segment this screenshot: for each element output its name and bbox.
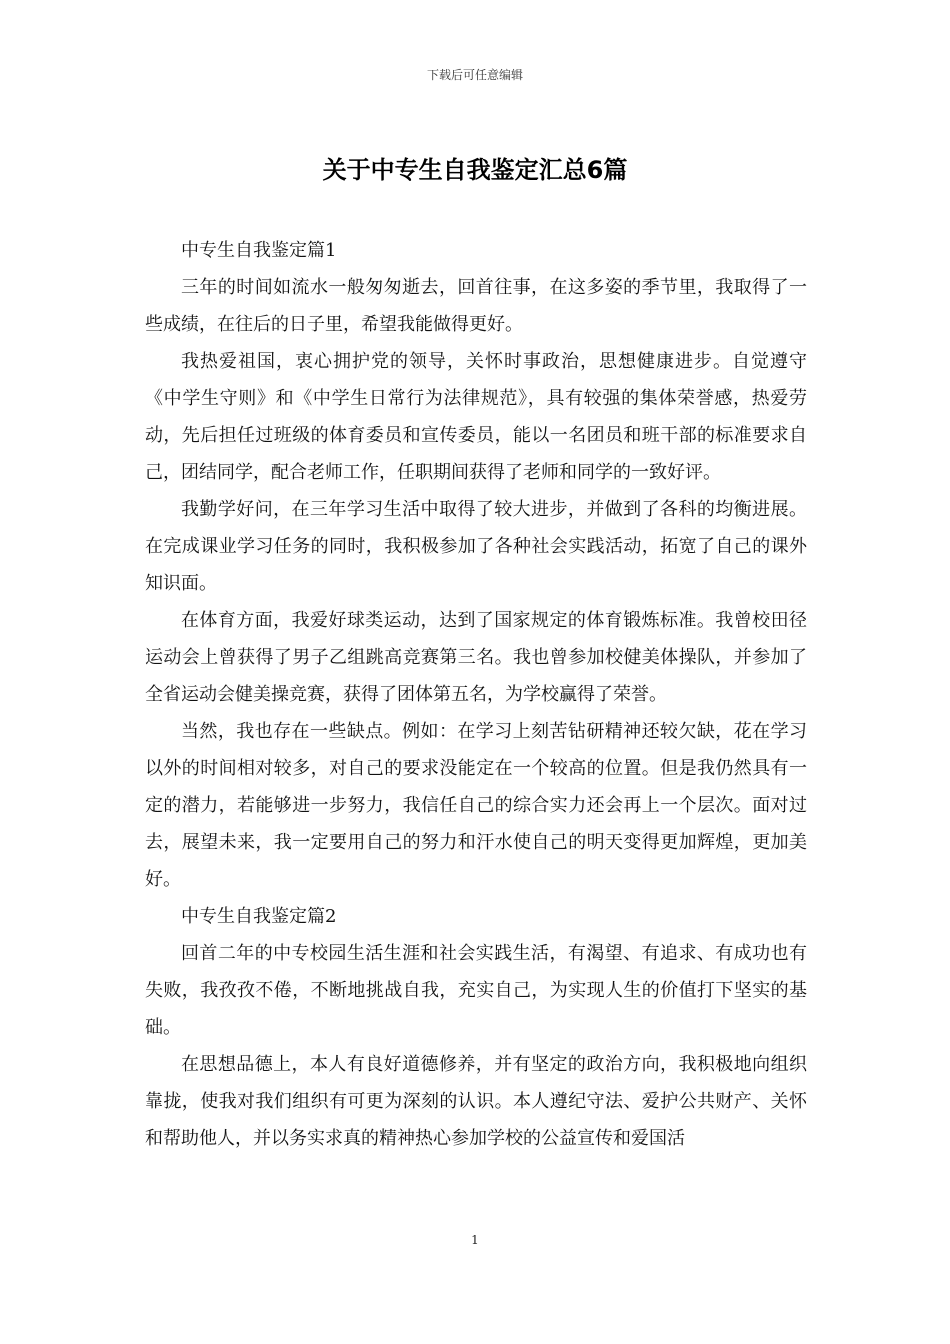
- paragraph: 当然，我也存在一些缺点。例如：在学习上刻苦钻研精神还较欠缺，花在学习以外的时间相对较多，对自己的要求没能定在一个较高的位置。但是我仍然具有一定的潜力，若能够进一步努力，我信任自己的综合实力还会再上一个层次。面对过去，展望未来，我一定要用自己的努力和汗水使自己的明天变得更加辉煌，更加美好。: [145, 721, 807, 890]
- page-header-note: 下载后可任意编辑: [426, 68, 523, 82]
- paragraph: 我勤学好问，在三年学习生活中取得了较大进步，并做到了各科的均衡进展。在完成课业学习任务的同时，我积极参加了各种社会实践活动，拓宽了自己的课外知识面。: [145, 499, 807, 594]
- document-body: [145, 232, 807, 1157]
- paragraph: 在思想品德上，本人有良好道德修养，并有坚定的政治方向，我积极地向组织靠拢，使我对我们组织有可更为深刻的认识。本人遵纪守法、爱护公共财产、关怀和帮助他人，并以务实求真的精神热心参加学校的公益宣传和爱国活: [145, 1054, 807, 1149]
- section-heading-1: 中专生自我鉴定篇1: [181, 240, 337, 261]
- page-number: 1: [471, 1233, 479, 1247]
- paragraph: 回首二年的中专校园生活生涯和社会实践生活，有渴望、有追求、有成功也有失败，我孜孜不倦，不断地挑战自我，充实自己，为实现人生的价值打下坚实的基础。: [145, 943, 807, 1038]
- document-title: 关于中专生自我鉴定汇总6篇: [322, 156, 628, 184]
- paragraph: 三年的时间如流水一般匆匆逝去，回首往事，在这多姿的季节里，我取得了一些成绩，在往后的日子里，希望我能做得更好。: [145, 277, 807, 335]
- paragraph: 我热爱祖国，衷心拥护党的领导，关怀时事政治，思想健康进步。自觉遵守《中学生守则》和《中学生日常行为法律规范》，具有较强的集体荣誉感，热爱劳动，先后担任过班级的体育委员和宣传委员，能以一名团员和班干部的标准要求自己，团结同学，配合老师工作，任职期间获得了老师和同学的一致好评。: [145, 351, 807, 483]
- section-heading-2: 中专生自我鉴定篇2: [181, 906, 337, 927]
- paragraph: 在体育方面，我爱好球类运动，达到了国家规定的体育锻炼标准。我曾校田径运动会上曾获得了男子乙组跳高竞赛第三名。我也曾参加校健美体操队，并参加了全省运动会健美操竞赛，获得了团体第五名，为学校赢得了荣誉。: [145, 610, 807, 705]
